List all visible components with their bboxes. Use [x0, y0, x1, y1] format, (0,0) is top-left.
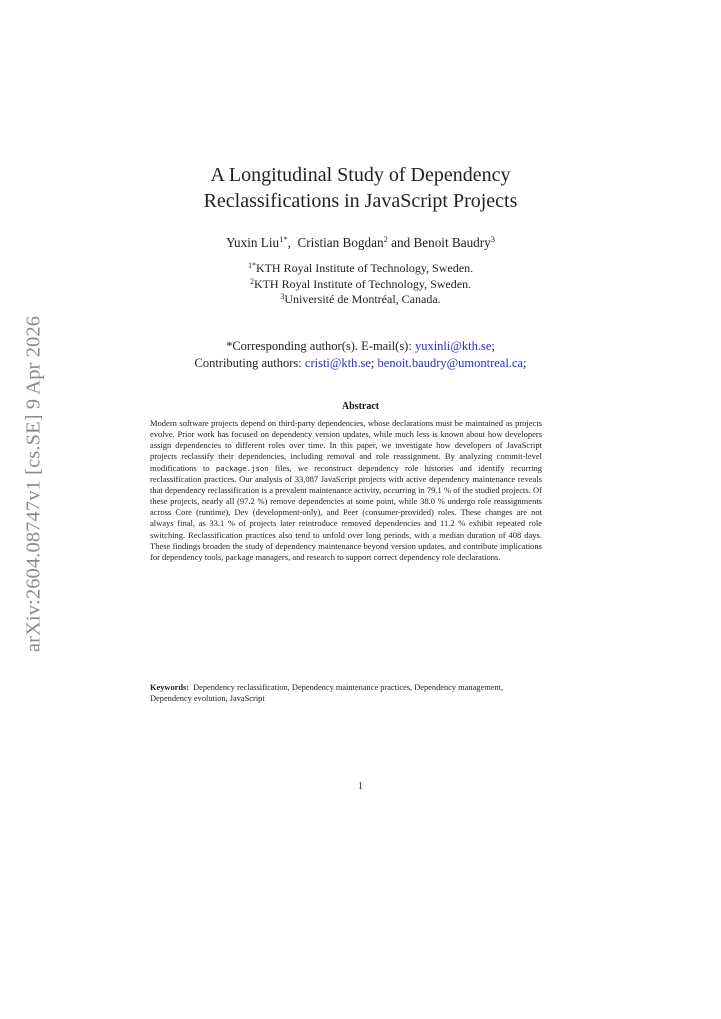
contributing-authors-label: Contributing authors: — [194, 356, 305, 370]
paper-title — [0, 162, 721, 214]
punctuation: ; — [523, 356, 527, 370]
keywords-text: Dependency reclassification, Dependency maintenance practices, Dependency management, Dependency evolution, JavaScript — [150, 683, 504, 704]
keywords-block — [150, 682, 542, 704]
abstract-text-part-2: files, we reconstruct dependency role histories and identify recurring reclassification practices. Our analysis of 33,087 JavaScript projects with active dependency maintenance reveals that dependency reclassification is a prevalent maintenance activity, occurring in 79.1 % of the studied projects. Of these projects, nearly all (97.2 %) remove dependencies at some point, while 38.0 % undergo role reassignments across Core (runtime), Dev (development-only), and Peer (consumer-provided) roles. These changes are not always final, as 33.1 % of projects later reintroduce removed dependencies and 11.2 % exhibit repeated role switching. Reclassification practices also tend to unfold over long periods, with a median duration of 408 days. These findings broaden the study of dependency maintenance beyond version updates, and contribute implications for dependency tools, package managers, and research to support correct dependency role declarations. — [150, 462, 542, 562]
author-name: Cristian Bogdan — [297, 235, 384, 250]
abstract-text-part-1: Modern software projects depend on third-party dependencies, whose declarations must be maintained as projects evolve. Prior work has focused on dependency version updates, while much less is known about how developers assign dependencies to different roles over time. In this paper, we investigate how developers of JavaScript projects reclassify their dependencies, including removal and role reassignment. By analyzing commit-level modifications to — [150, 418, 542, 473]
affiliation-text: Université de Montréal, Canada. — [284, 292, 441, 307]
punctuation: ; — [370, 356, 378, 370]
contact-block — [0, 338, 721, 372]
contributing-authors-line — [0, 355, 721, 372]
page-number: 1 — [358, 781, 363, 792]
affiliation-list — [0, 261, 721, 308]
corresponding-email-link[interactable]: yuxinli@kth.se — [414, 339, 492, 353]
affiliation-mark: 1* — [247, 261, 256, 270]
author-name: Benoit Baudry — [413, 235, 491, 250]
corresponding-author-line — [0, 338, 721, 355]
affiliation-line — [0, 292, 721, 308]
author-affiliation-mark: 2 — [383, 234, 388, 244]
punctuation: ; — [491, 339, 495, 353]
author-affiliation-mark: 1* — [279, 234, 288, 244]
affiliation-text: KTH Royal Institute of Technology, Sweden. — [253, 276, 472, 291]
abstract-body — [150, 418, 542, 563]
affiliation-line — [0, 261, 721, 277]
author-separator: and — [387, 235, 414, 250]
author-list — [0, 235, 721, 251]
author-separator: , — [287, 235, 298, 250]
contributing-email-link-1[interactable]: cristi@kth.se — [304, 356, 371, 370]
paper-title-line-1: A Longitudinal Study of Dependency — [210, 164, 511, 186]
author-affiliation-mark: 3 — [490, 234, 496, 244]
arxiv-identifier-stamp: arXiv:2604.08747v1 [cs.SE] 9 Apr 2026 — [22, 315, 45, 653]
abstract-heading: Abstract — [341, 401, 380, 412]
abstract-code-term: package.json — [215, 463, 269, 473]
corresponding-author-label: *Corresponding author(s). E-mail(s): — [226, 339, 415, 353]
affiliation-line — [0, 277, 721, 293]
affiliation-text: KTH Royal Institute of Technology, Sweden. — [255, 261, 474, 275]
contributing-email-link-2[interactable]: benoit.baudry@umontreal.ca — [377, 356, 524, 370]
paper-title-line-2: Reclassifications in JavaScript Projects — [203, 190, 518, 212]
author-name: Yuxin Liu — [225, 235, 280, 250]
affiliation-mark: 3 — [280, 292, 285, 302]
keywords-label: Keywords: — [150, 683, 190, 692]
affiliation-mark: 2 — [249, 276, 254, 286]
